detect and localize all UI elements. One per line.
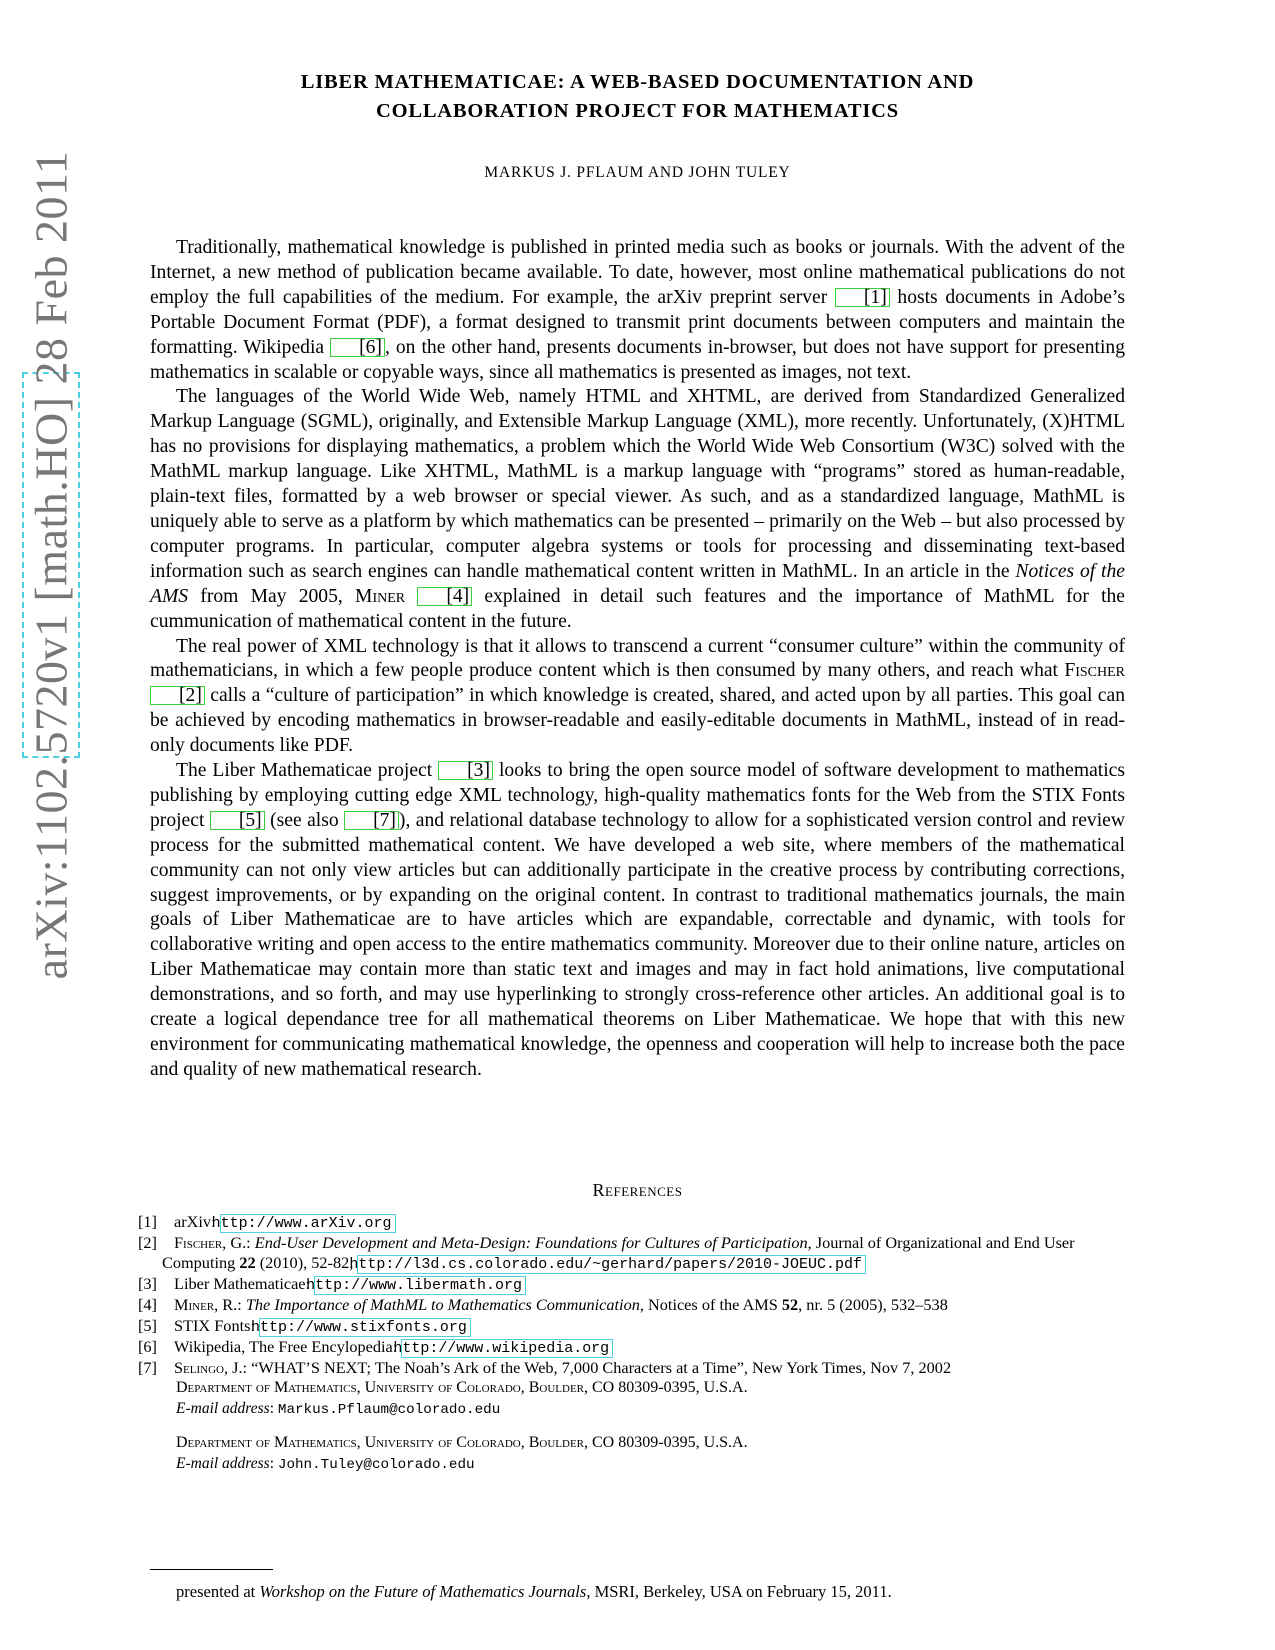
- title-line-1: LIBER MATHEMATICAE: A WEB-BASED DOCUMENTATION AND: [300, 71, 975, 93]
- email-address: John.Tuley@colorado.edu: [277, 1457, 475, 1473]
- paper-title: [150, 68, 1125, 126]
- arxiv-stamp-text: arXiv:1102.5720v1 [math.HO] 28 Feb 2011: [25, 150, 77, 980]
- title-line-2: COLLABORATION PROJECT FOR MATHEMATICS: [376, 100, 899, 122]
- text-run: The real power of XML technology is that it allows to transcend a current “consumer culture” within the community of mathematicians, in which a few people produce content which is then consumed by many others, and reach what: [150, 635, 1125, 682]
- reference-item: [138, 1233, 1125, 1274]
- email-address: Markus.Pflaum@colorado.edu: [277, 1402, 501, 1418]
- reference-item: [138, 1336, 1125, 1358]
- reference-item: [138, 1315, 1125, 1337]
- email-line: [176, 1453, 1125, 1476]
- reference-item: [138, 1357, 1125, 1378]
- citation-link[interactable]: [1]: [835, 288, 890, 307]
- text-run: explained in detail such features and the importance of MathML for the cummunication of mathematical content in the future.: [150, 585, 1126, 632]
- paragraph-2: [150, 385, 1125, 634]
- reference-text: Wikipedia, The Free Encylopedia:: [174, 1336, 402, 1356]
- email-label: E-mail address: [176, 1400, 270, 1417]
- reference-number: [5]: [138, 1315, 157, 1335]
- reference-item: [138, 1212, 1125, 1233]
- reference-title: End-User Development and Meta-Design: Foundations for Cultures of Participation: [254, 1233, 808, 1252]
- reference-title: The Importance of MathML to Mathematics Communication: [245, 1295, 640, 1315]
- reference-number: [6]: [138, 1336, 157, 1356]
- citation-link[interactable]: [2]: [150, 686, 205, 705]
- text-run: calls a “culture of participation” in which knowledge is created, shared, and acted upon by all parties. This goal can be achieved by encoding mathematics in browser-readable and easily-editable documents in MathML, instead of in read-only documents like PDF.: [150, 685, 1125, 757]
- reference-number: [3]: [138, 1274, 157, 1294]
- text-run: looks to bring the open source model of software development to mathematics publishing by employing cutting edge XML technology, high-quality mathematics fonts for the Web from the STIX Fonts project: [150, 760, 1125, 831]
- text-run: Traditionally, mathematical knowledge is published in printed media such as books or journals. With the advent of the Internet, a new method of publication became available. To date, however, most online mathematical publications do not employ the full capabilities of the medium. For example, the arXiv preprint server: [150, 237, 1125, 308]
- arxiv-stamp: [22, 150, 80, 980]
- reference-text: :: [246, 1233, 255, 1252]
- email-separator: :: [269, 1455, 278, 1472]
- text-run: (see also: [264, 809, 345, 831]
- reference-item: [138, 1274, 1125, 1295]
- text-run: , on the other hand, presents documents in-browser, but does not have support for presenting mathematics in scalable or copyable ways, since all mathematics is presented as images, not text.: [150, 336, 1125, 383]
- reference-text: :: [242, 1357, 252, 1377]
- citation-link[interactable]: [6]: [330, 338, 385, 357]
- reference-volume: 22: [239, 1253, 256, 1273]
- email-label: E-mail address: [176, 1455, 270, 1472]
- reference-author: Selingo, J.: [174, 1357, 243, 1377]
- footnote: [176, 1582, 1125, 1602]
- author-address-2: [176, 1432, 1125, 1476]
- email-line: [176, 1398, 1125, 1421]
- reference-number: [7]: [138, 1357, 157, 1377]
- citation-link[interactable]: [3]: [438, 761, 493, 780]
- citation-link[interactable]: [5]: [210, 811, 265, 830]
- paragraph-1: [150, 236, 1125, 385]
- email-separator: :: [269, 1400, 278, 1417]
- body-text: [150, 236, 1125, 1083]
- reference-text: , Journal of Organizational and End User Computing: [162, 1233, 1075, 1273]
- text-run: The languages of the World Wide Web, namely HTML and XHTML, are derived from Standardized Generalized Markup Language (SGML), originally, and Extensible Markup Language (XML), more recently. Unfortunately, (X)HTML has no provisions for displaying mathematics, a problem which the World Wide Web Consortium (W3C) solved with the MathML markup language. Like XHTML, MathML is a markup language with “programs” stored as human-readable, plain-text files, formatted by a web browser or special viewer. As such, and as a standardized language, MathML is uniquely able to serve as a platform by which mathematics can be presented – primarily on the Web – but also processed by computer programs. In particular, computer algebra systems or tools for processing and disseminating text-based information such as search engines can handle mathematical content written in MathML. In an article in the: [150, 386, 1125, 582]
- references-heading: References: [592, 1180, 683, 1200]
- text-run: hosts documents in Adobe’s Portable Document Format (PDF), a format designed to transmit print documents between computers and maintain the formatting. Wikipedia: [150, 286, 1125, 358]
- reference-number: [1]: [138, 1212, 157, 1231]
- citation-link[interactable]: [7]: [344, 811, 399, 830]
- reference-text: arXiv:: [174, 1212, 220, 1231]
- text-run: from May 2005,: [188, 585, 356, 607]
- authors: MARKUS J. PFLAUM AND JOHN TULEY: [484, 164, 791, 181]
- reference-text: STIX Fonts:: [174, 1315, 260, 1335]
- reference-text: “WHAT’S NEXT; The Noah’s Ark of the Web, 7,000 Characters at a Time”, New York Times, Nov 7, 2002: [251, 1357, 952, 1377]
- citation-link[interactable]: [4]: [417, 587, 472, 606]
- footnote-venue: Workshop on the Future of Mathematics Journals: [259, 1582, 587, 1601]
- reference-text: , nr. 5 (2005), 532–538: [798, 1295, 948, 1315]
- reference-text: (2010), 52-82,: [255, 1253, 358, 1273]
- url-link[interactable]: http://l3d.cs.colorado.edu/~gerhard/papers/2010-JOEUC.pdf: [357, 1255, 866, 1274]
- url-link[interactable]: http://www.wikipedia.org: [401, 1339, 613, 1358]
- reference-text: Liber Mathematicae:: [174, 1274, 315, 1294]
- paragraph-4: [150, 759, 1125, 1083]
- text-run: The Liber Mathematicae project: [176, 760, 439, 782]
- reference-text: :: [237, 1295, 246, 1315]
- department-address: Department of Mathematics, University of Colorado, Boulder, CO 80309-0395, U.S.A.: [176, 1379, 748, 1396]
- url-link[interactable]: http://www.arXiv.org: [220, 1214, 396, 1233]
- author-name: Miner: [355, 585, 406, 607]
- reference-number: [2]: [138, 1233, 157, 1252]
- reference-author: Fischer, G.: [174, 1233, 247, 1252]
- reference-text: , Notices of the AMS: [639, 1295, 782, 1315]
- footnote-rule: [150, 1569, 273, 1570]
- department-address: Department of Mathematics, University of Colorado, Boulder, CO 80309-0395, U.S.A.: [176, 1434, 748, 1451]
- paragraph-3: [150, 635, 1125, 760]
- url-link[interactable]: http://www.libermath.org: [314, 1276, 526, 1295]
- reference-list: [138, 1212, 1125, 1378]
- reference-author: Miner, R.: [174, 1295, 238, 1315]
- footnote-text: , MSRI, Berkeley, USA on February 15, 2011.: [586, 1582, 892, 1601]
- reference-number: [4]: [138, 1295, 157, 1315]
- reference-item: [138, 1295, 1125, 1315]
- journal-name: Notices of the AMS: [150, 560, 1125, 607]
- author-address-1: [176, 1377, 1125, 1421]
- footnote-text: presented at: [176, 1582, 260, 1601]
- text-run: ), and relational database technology to allow for a sophisticated version control and review process for the submitted mathematical content. We have developed a web site, where members of the mathematical community can not only view articles but can additionally participate in the creative process by contributing corrections, suggest improvements, or by expanding on the original content. In contrast to traditional mathematics journals, the main goals of Liber Mathematicae are to have articles which are expandable, correctable and dynamic, with tools for collaborative writing and open access to the entire mathematics community. Moreover due to their online nature, articles on Liber Mathematicae may contain more than static text and images and may in fact hold animations, live computational demonstrations, and so forth, and may use hyperlinking to strongly cross-reference other articles. An additional goal is to create a logical dependance tree for all mathematical theorems on Liber Mathematicae. We hope that with this new environment for communicating mathematical knowledge, the openness and cooperation will help to increase both the pace and quality of new mathematical research.: [150, 809, 1125, 1080]
- reference-volume: 52: [781, 1295, 799, 1315]
- url-link[interactable]: http://www.stixfonts.org: [259, 1318, 471, 1337]
- author-name: Fischer: [1064, 660, 1125, 682]
